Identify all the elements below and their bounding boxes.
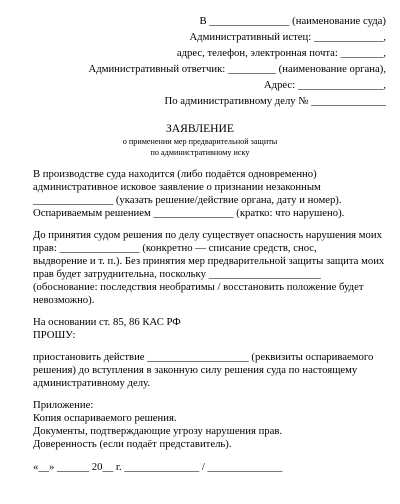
header-case-number-line: По административному делу № ______________ bbox=[164, 95, 386, 107]
attachments-heading: Приложение: bbox=[33, 399, 94, 411]
document-subtitle-line-1: о применении мер предварительной защиты bbox=[122, 137, 278, 146]
header-defendant-line: Административный ответчик: _________ (наименование органа), bbox=[88, 63, 386, 75]
document-subtitle-line-2: по административному иску bbox=[150, 148, 250, 157]
date-signature-line: «__» ______ 20__ г. ______________ / ______________ bbox=[33, 461, 283, 473]
body-line: Оспариваемым решением _______________ (кратко: что нарушено). bbox=[33, 207, 345, 219]
header-plaintiff-line: Административный истец: _____________, bbox=[189, 31, 386, 43]
body-line: приостановить действие ___________________ (реквизиты оспариваемого bbox=[33, 351, 374, 363]
request-heading: ПРОШУ: bbox=[33, 329, 76, 341]
legal-basis-line: На основании ст. 85, 86 КАС РФ bbox=[33, 316, 181, 328]
body-line: _______________ (указать решение/действие органа, дату и номер). bbox=[33, 194, 342, 206]
body-line: В производстве суда находится (либо подаётся одновременно) bbox=[33, 168, 317, 180]
body-line: решения) до вступления в законную силу решения суда по настоящему bbox=[33, 364, 358, 376]
body-line: До принятия судом решения по делу существует опасность нарушения моих bbox=[33, 229, 382, 241]
attachment-item: Доверенность (если подаёт представитель). bbox=[33, 438, 232, 450]
body-line: невозможно). bbox=[33, 294, 95, 306]
document-title: ЗАЯВЛЕНИЕ bbox=[166, 122, 234, 135]
header-court-line: В _______________ (наименование суда) bbox=[199, 15, 386, 27]
body-line: административному делу. bbox=[33, 377, 150, 389]
header-address-line: Адрес: ________________, bbox=[263, 79, 386, 91]
attachment-item: Документы, подтверждающие угрозу нарушения прав. bbox=[33, 425, 283, 437]
header-contacts-line: адрес, телефон, электронная почта: ________, bbox=[176, 47, 386, 59]
body-line: прав будет затруднительна, поскольку _____________________ bbox=[33, 268, 321, 280]
body-line: административное исковое заявление о признании незаконным bbox=[33, 181, 321, 193]
body-line: прав: _______________ (конкретно — списание средств, снос, bbox=[33, 242, 317, 254]
body-line: выдворение и т. п.). Без принятия мер предварительной защиты защита моих bbox=[33, 255, 385, 267]
attachment-item: Копия оспариваемого решения. bbox=[33, 412, 177, 424]
body-line: (обоснование: последствия необратимы / восстановить положение будет bbox=[33, 281, 364, 293]
